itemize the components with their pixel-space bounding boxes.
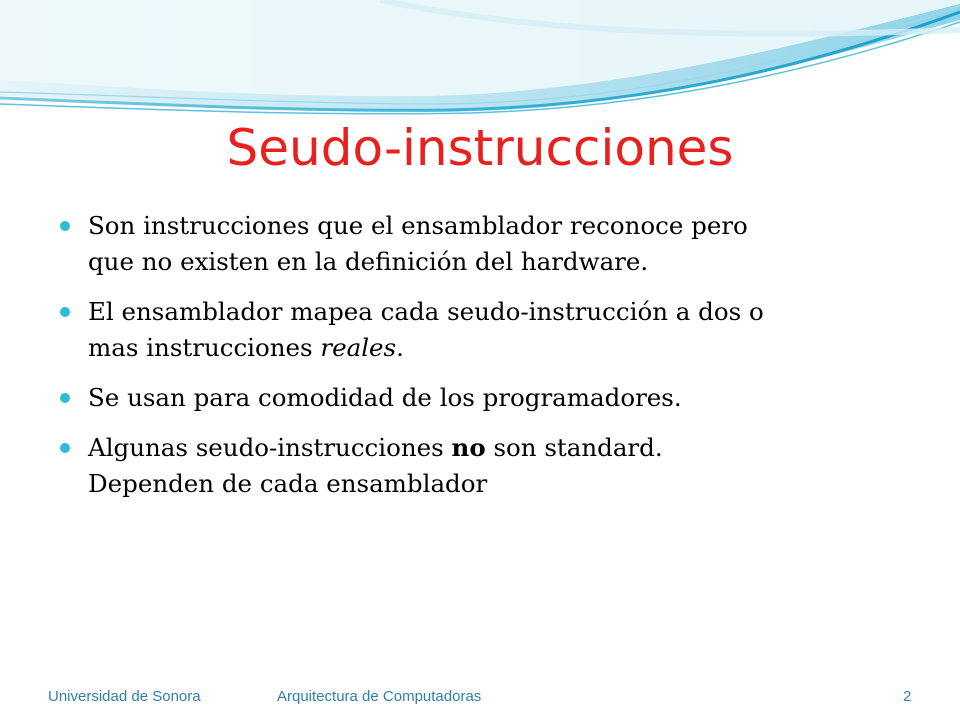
bullet-1-line-2: que no existen en la definición del hardware. [88, 247, 649, 276]
bullet-dot-icon [60, 221, 70, 231]
slide-number: 2 [903, 688, 912, 705]
bullet-dot-icon [60, 443, 70, 453]
bullet-3-line-1: Se usan para comodidad de los programadores. [88, 383, 682, 412]
bullet-4-line-1 [88, 430, 920, 466]
bullet-item-2 [60, 294, 920, 366]
bullet-2-text: mas instrucciones [88, 333, 321, 362]
bullet-4-strong: no [451, 433, 486, 462]
footer-course: Arquitectura de Computadoras [277, 688, 482, 705]
bullet-4-line-2: Dependen de cada ensamblador [88, 469, 488, 498]
bullet-1-line-1: Son instrucciones que el ensamblador reconoce pero [88, 211, 748, 240]
bullet-2-emphasis: reales [320, 333, 397, 362]
header-wave-decoration [0, 0, 960, 120]
bullet-list [60, 208, 920, 516]
bullet-dot-icon [60, 307, 70, 317]
slide-title: Seudo-instrucciones [226, 119, 734, 177]
bullet-item-3 [60, 380, 920, 416]
bullet-2-period: . [396, 333, 404, 362]
bullet-item-1 [60, 208, 920, 280]
bullet-2-line-1: El ensamblador mapea cada seudo-instrucción a dos o [88, 297, 764, 326]
bullet-2-line-2 [88, 330, 920, 366]
bullet-4-text-end: son standard. [485, 433, 663, 462]
bullet-item-4 [60, 430, 920, 502]
bullet-dot-icon [60, 393, 70, 403]
bullet-4-text: Algunas seudo-instrucciones [88, 433, 452, 462]
footer-university: Universidad de Sonora [48, 688, 201, 705]
